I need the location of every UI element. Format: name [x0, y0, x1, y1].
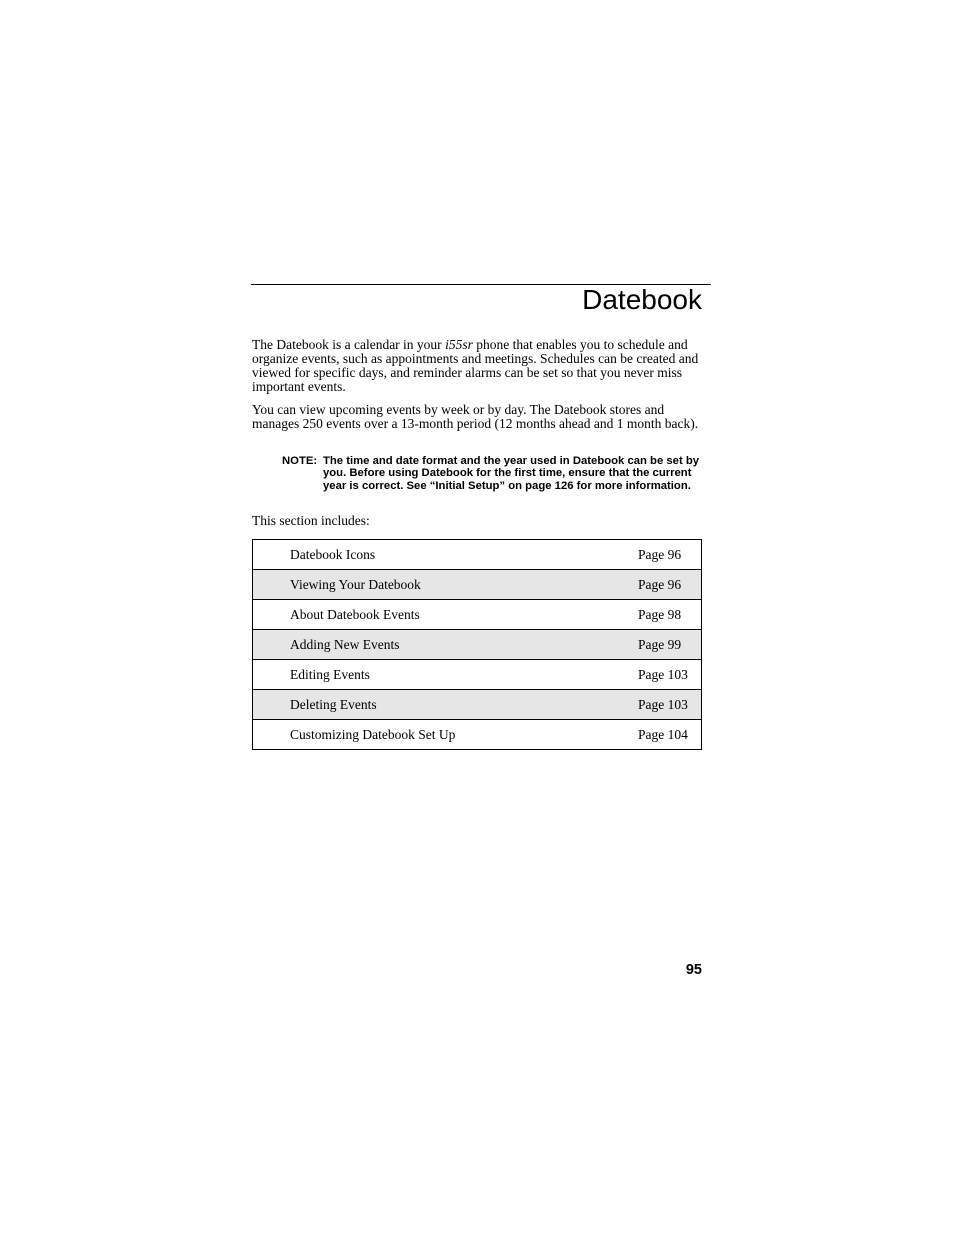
intro-text-start: The Datebook is a calendar in your: [252, 337, 446, 352]
toc-entry-page: Page 96: [638, 577, 682, 592]
toc-entry-page: Page 103: [638, 667, 688, 682]
toc-entry-page: Page 103: [638, 697, 688, 712]
note-label: NOTE:: [282, 455, 318, 467]
toc-entry-label: Datebook Icons: [290, 547, 376, 562]
page-number: 95: [685, 962, 702, 978]
intro-paragraph: [252, 338, 704, 394]
section-intro: This section includes:: [252, 513, 370, 528]
toc-entry-page: Page 98: [638, 607, 682, 622]
toc-entry-page: Page 99: [638, 637, 682, 652]
table-row[interactable]: [253, 720, 701, 749]
toc-entry-label: Viewing Your Datebook: [290, 577, 421, 592]
contents-table: [252, 539, 702, 750]
table-row[interactable]: [253, 690, 701, 720]
events-paragraph: You can view upcoming events by week or by day. The Datebook stores and manages 250 events over a 13-month period (12 months ahead and 1 month back).: [252, 402, 699, 431]
toc-entry-page: Page 104: [638, 727, 688, 742]
table-row[interactable]: [253, 660, 701, 690]
note-text: The time and date format and the year used in Datebook can be set by you. Before using Datebook for the first time, ensure that the current year is correct. See “Initial Setup” on page 126 for more information.: [323, 455, 700, 492]
note-block: [282, 455, 707, 492]
table-row[interactable]: [253, 540, 701, 570]
toc-entry-page: Page 96: [638, 547, 682, 562]
toc-entry-label: Customizing Datebook Set Up: [290, 727, 456, 742]
phone-model: i55sr: [445, 337, 473, 352]
table-row[interactable]: [253, 630, 701, 660]
toc-entry-label: Editing Events: [290, 667, 370, 682]
intro-text-end: phone that enables you to schedule and organize events, such as appointments and meetings. Schedules can be created and viewed for specific days, and reminder alarms can be set so that you never miss important events.: [252, 337, 699, 394]
table-row[interactable]: [253, 570, 701, 600]
page-title: Datebook: [582, 284, 702, 315]
toc-entry-label: Adding New Events: [290, 637, 400, 652]
toc-entry-label: Deleting Events: [290, 697, 377, 712]
toc-entry-label: About Datebook Events: [290, 607, 420, 622]
table-row[interactable]: [253, 600, 701, 630]
